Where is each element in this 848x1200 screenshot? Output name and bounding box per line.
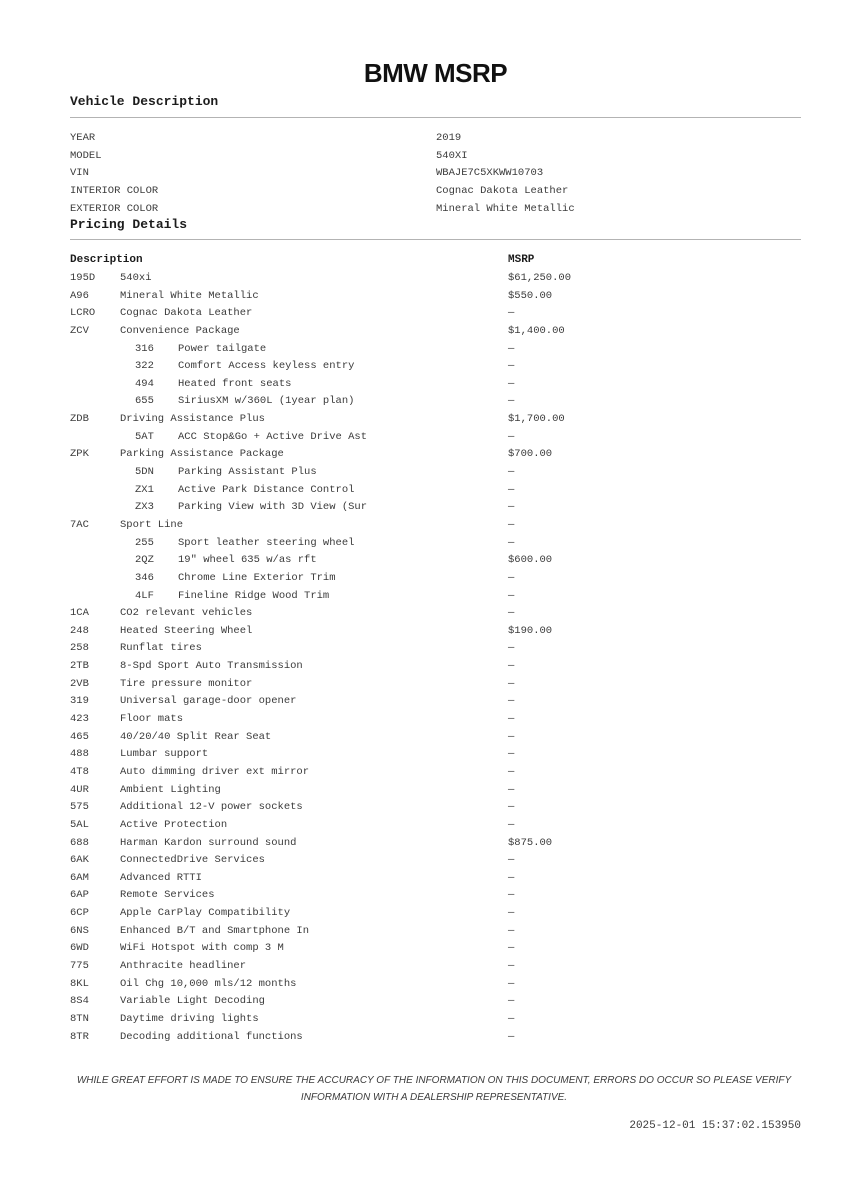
- price-row: [70, 482, 801, 500]
- price-row: [70, 782, 801, 800]
- option-msrp: —: [508, 818, 515, 831]
- option-code: 248: [70, 624, 89, 637]
- price-row: [70, 588, 801, 606]
- option-code: 6AM: [70, 871, 89, 884]
- option-code: 494: [135, 377, 154, 390]
- price-row: [70, 817, 801, 835]
- option-msrp: $600.00: [508, 554, 553, 567]
- option-description: Parking Assistant Plus: [178, 466, 317, 479]
- option-description: Power tailgate: [178, 342, 267, 355]
- price-row: [70, 341, 801, 359]
- option-msrp: $61,250.00: [508, 272, 572, 284]
- option-msrp: —: [508, 871, 515, 884]
- option-msrp: $550.00: [508, 289, 553, 302]
- option-description: 8-Spd Sport Auto Transmission: [120, 660, 303, 673]
- option-description: Chrome Line Exterior Trim: [178, 571, 336, 584]
- option-code: 4LF: [135, 589, 154, 602]
- option-description: WiFi Hotspot with comp 3 M: [120, 942, 284, 955]
- field-value: Cognac Dakota Leather: [436, 184, 569, 197]
- option-description: Tire pressure monitor: [120, 677, 253, 690]
- option-code: 8TR: [70, 1030, 89, 1043]
- option-description: Enhanced B/T and Smartphone In: [120, 924, 310, 937]
- option-code: A96: [70, 289, 89, 302]
- option-description: 40/20/40 Split Rear Seat: [120, 730, 272, 743]
- pricing-rows: [70, 270, 801, 1046]
- option-code: ZDB: [70, 413, 89, 426]
- price-row: [70, 976, 801, 994]
- option-description: ACC Stop&Go + Active Drive Ast: [178, 430, 368, 443]
- option-description: Driving Assistance Plus: [120, 413, 265, 426]
- option-msrp: $1,700.00: [508, 413, 565, 426]
- option-code: ZX3: [135, 501, 154, 514]
- option-description: Convenience Package: [120, 324, 240, 337]
- option-description: Active Protection: [120, 818, 228, 831]
- description-column-header: Description: [70, 254, 143, 266]
- price-row: [70, 499, 801, 517]
- price-row: [70, 835, 801, 853]
- divider: [70, 239, 801, 240]
- option-code: ZX1: [135, 483, 154, 496]
- field-label: VIN: [70, 167, 89, 180]
- option-msrp: —: [508, 748, 515, 761]
- option-code: 5AL: [70, 818, 89, 831]
- option-description: Harman Kardon surround sound: [120, 836, 297, 849]
- option-code: 465: [70, 730, 89, 743]
- option-code: 4UR: [70, 783, 89, 796]
- price-row: [70, 1011, 801, 1029]
- price-row: [70, 605, 801, 623]
- option-code: 775: [70, 959, 89, 972]
- option-code: 5DN: [135, 466, 154, 479]
- option-code: 1CA: [70, 607, 89, 620]
- option-msrp: —: [508, 959, 515, 972]
- option-msrp: —: [508, 801, 515, 814]
- field-value: 2019: [436, 132, 462, 144]
- field-label: YEAR: [70, 132, 96, 144]
- option-description: Mineral White Metallic: [120, 289, 259, 302]
- option-msrp: —: [508, 360, 515, 373]
- option-code: 6AP: [70, 889, 89, 902]
- option-msrp: —: [508, 1012, 515, 1025]
- option-msrp: —: [508, 995, 515, 1008]
- option-description: SiriusXM w/360L (1year plan): [178, 395, 355, 408]
- option-code: 6CP: [70, 907, 89, 920]
- option-code: 2QZ: [135, 554, 154, 567]
- page-title: BMW MSRP: [363, 58, 508, 88]
- option-msrp: —: [508, 483, 515, 496]
- option-msrp: —: [508, 660, 515, 673]
- option-msrp: $190.00: [508, 624, 553, 637]
- price-row: [70, 958, 801, 976]
- divider: [70, 117, 801, 118]
- price-row: [70, 446, 801, 464]
- pricing-table-header: [70, 252, 801, 270]
- option-description: Comfort Access keyless entry: [178, 360, 355, 373]
- vehicle-field-row: [70, 183, 801, 201]
- option-msrp: —: [508, 730, 515, 743]
- option-code: 195D: [70, 272, 96, 284]
- option-code: 2VB: [70, 677, 89, 690]
- option-msrp: —: [508, 713, 515, 726]
- option-msrp: —: [508, 466, 515, 479]
- msrp-column-header: MSRP: [508, 254, 535, 266]
- option-code: 488: [70, 748, 89, 761]
- option-description: Lumbar support: [120, 748, 209, 761]
- option-description: 19" wheel 635 w/as rft: [178, 554, 317, 567]
- option-description: Apple CarPlay Compatibility: [120, 907, 291, 920]
- option-msrp: —: [508, 377, 515, 390]
- option-code: 7AC: [70, 518, 89, 531]
- option-code: 8KL: [70, 977, 89, 990]
- price-row: [70, 358, 801, 376]
- option-description: Daytime driving lights: [120, 1012, 259, 1025]
- option-msrp: $875.00: [508, 836, 553, 849]
- price-row: [70, 993, 801, 1011]
- price-row: [70, 923, 801, 941]
- option-code: 319: [70, 695, 89, 708]
- price-row: [70, 464, 801, 482]
- option-code: LCRO: [70, 307, 96, 320]
- option-msrp: —: [508, 695, 515, 708]
- price-row: [70, 517, 801, 535]
- option-description: Universal garage-door opener: [120, 695, 297, 708]
- price-row: [70, 852, 801, 870]
- option-msrp: —: [508, 395, 515, 408]
- field-label: MODEL: [70, 149, 102, 162]
- option-msrp: —: [508, 571, 515, 584]
- option-code: 258: [70, 642, 89, 655]
- vehicle-field-row: [70, 201, 801, 219]
- option-description: 540xi: [120, 272, 152, 284]
- option-msrp: —: [508, 501, 515, 514]
- vehicle-field-row: [70, 165, 801, 183]
- price-row: [70, 764, 801, 782]
- price-row: [70, 905, 801, 923]
- price-row: [70, 870, 801, 888]
- option-msrp: $1,400.00: [508, 324, 565, 337]
- option-code: 316: [135, 342, 154, 355]
- option-msrp: —: [508, 589, 515, 602]
- price-row: [70, 746, 801, 764]
- option-description: Sport leather steering wheel: [178, 536, 355, 549]
- option-description: Active Park Distance Control: [178, 483, 355, 496]
- price-row: [70, 393, 801, 411]
- option-msrp: —: [508, 924, 515, 937]
- option-code: 4T8: [70, 765, 89, 778]
- option-description: Auto dimming driver ext mirror: [120, 765, 310, 778]
- option-msrp: $700.00: [508, 448, 553, 461]
- option-msrp: —: [508, 677, 515, 690]
- option-code: 6WD: [70, 942, 89, 955]
- price-row: [70, 676, 801, 694]
- option-code: 423: [70, 713, 89, 726]
- price-row: [70, 940, 801, 958]
- option-msrp: —: [508, 907, 515, 920]
- option-msrp: —: [508, 536, 515, 549]
- price-row: [70, 570, 801, 588]
- option-description: Advanced RTTI: [120, 871, 202, 884]
- generated-timestamp: 2025-12-01 15:37:02.153950: [629, 1120, 801, 1132]
- option-description: Decoding additional functions: [120, 1030, 303, 1043]
- option-description: Ambient Lighting: [120, 783, 221, 796]
- price-row: [70, 640, 801, 658]
- field-value: Mineral White Metallic: [436, 202, 575, 215]
- field-label: EXTERIOR COLOR: [70, 202, 159, 215]
- option-description: Remote Services: [120, 889, 215, 902]
- price-row: [70, 711, 801, 729]
- option-code: ZCV: [70, 324, 89, 337]
- option-msrp: —: [508, 783, 515, 796]
- option-msrp: —: [508, 854, 515, 867]
- option-description: Sport Line: [120, 518, 184, 531]
- option-description: Floor mats: [120, 713, 184, 726]
- option-code: 6AK: [70, 854, 89, 867]
- price-row: [70, 535, 801, 553]
- option-msrp: —: [508, 1030, 515, 1043]
- price-row: [70, 323, 801, 341]
- option-code: 575: [70, 801, 89, 814]
- price-row: [70, 729, 801, 747]
- price-row: [70, 693, 801, 711]
- option-msrp: —: [508, 942, 515, 955]
- option-msrp: —: [508, 518, 515, 531]
- vehicle-field-row: [70, 130, 801, 148]
- price-row: [70, 270, 801, 288]
- option-msrp: —: [508, 607, 515, 620]
- option-code: 5AT: [135, 430, 154, 443]
- field-label: INTERIOR COLOR: [70, 184, 159, 197]
- option-msrp: —: [508, 430, 515, 443]
- option-description: Fineline Ridge Wood Trim: [178, 589, 330, 602]
- option-description: CO2 relevant vehicles: [120, 607, 253, 620]
- price-row: [70, 411, 801, 429]
- option-code: 6NS: [70, 924, 89, 937]
- option-msrp: —: [508, 342, 515, 355]
- price-row: [70, 552, 801, 570]
- price-row: [70, 429, 801, 447]
- option-code: 2TB: [70, 660, 89, 673]
- option-description: Heated Steering Wheel: [120, 624, 253, 637]
- option-code: 8TN: [70, 1012, 89, 1025]
- option-description: Anthracite headliner: [120, 959, 247, 972]
- vehicle-fields: [70, 130, 801, 218]
- option-description: Parking Assistance Package: [120, 448, 284, 461]
- option-description: Heated front seats: [178, 377, 292, 390]
- vehicle-field-row: [70, 148, 801, 166]
- price-row: [70, 376, 801, 394]
- option-msrp: —: [508, 889, 515, 902]
- option-msrp: —: [508, 307, 515, 320]
- option-description: Runflat tires: [120, 642, 202, 655]
- option-description: ConnectedDrive Services: [120, 854, 265, 867]
- option-code: 255: [135, 536, 154, 549]
- option-code: 655: [135, 395, 154, 408]
- option-code: 8S4: [70, 995, 89, 1008]
- option-code: ZPK: [70, 448, 89, 461]
- option-msrp: —: [508, 977, 515, 990]
- price-row: [70, 305, 801, 323]
- option-description: Oil Chg 10,000 mls/12 months: [120, 977, 297, 990]
- price-row: [70, 799, 801, 817]
- price-row: [70, 1029, 801, 1047]
- option-description: Cognac Dakota Leather: [120, 307, 253, 320]
- option-description: Additional 12-V power sockets: [120, 801, 303, 814]
- option-code: 322: [135, 360, 154, 373]
- option-description: Variable Light Decoding: [120, 995, 265, 1008]
- price-row: [70, 288, 801, 306]
- option-description: Parking View with 3D View (Sur: [178, 501, 368, 514]
- disclaimer-text: WHILE GREAT EFFORT IS MADE TO ENSURE THE ACCURACY OF THE INFORMATION ON THIS DOCUMENT, ERRORS DO OCCUR SO PLEASE VERIFY INFORMATION WITH A DEALERSHIP REPRESENTATIVE.: [76, 1075, 792, 1103]
- option-msrp: —: [508, 642, 515, 655]
- field-value: 540XI: [436, 149, 468, 162]
- option-code: 688: [70, 836, 89, 849]
- price-row: [70, 887, 801, 905]
- pricing-details-heading: Pricing Details: [70, 217, 188, 232]
- option-code: 346: [135, 571, 154, 584]
- price-row: [70, 658, 801, 676]
- price-row: [70, 623, 801, 641]
- option-msrp: —: [508, 765, 515, 778]
- vehicle-description-heading: Vehicle Description: [70, 94, 219, 109]
- field-value: WBAJE7C5XKWW10703: [436, 167, 544, 180]
